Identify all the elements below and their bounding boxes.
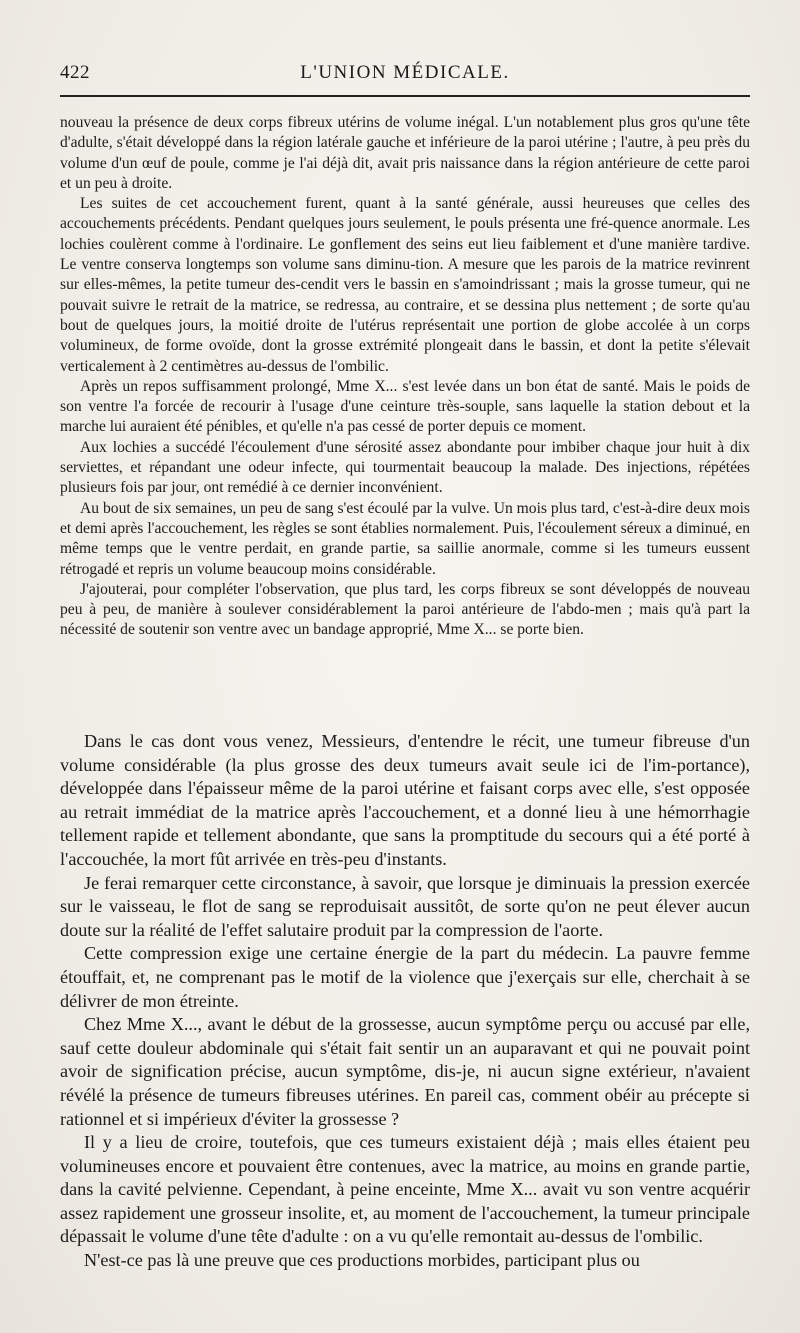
observation-paragraph: J'ajouterai, pour compléter l'observation, que plus tard, les corps fibreux se sont développés de nouveau peu à peu, de manière à soulever considérablement la paroi antérieure de l'abdo-men ; mais qu'à part la nécessité de soutenir son ventre avec un bandage approprié, Mme X... se porte bien. bbox=[60, 580, 750, 639]
commentary-text bbox=[60, 730, 750, 1273]
running-title: L'UNION MÉDICALE. bbox=[300, 62, 510, 83]
commentary-paragraph: Chez Mme X..., avant le début de la grossesse, aucun symptôme perçu ou accusé par elle, sauf cette douleur abdominale qui s'était fait sentir un an auparavant et qui ne pouvait point avoir de signification précise, aucun symptôme, dis-je, ni aucun signe extérieur, n'avaient révélé la présence de tumeurs fibreuses utérines. En pareil cas, comment obéir au précepte si rationnel et si impérieux d'éviter la grossesse ? bbox=[60, 1014, 750, 1129]
header-rule bbox=[60, 95, 750, 97]
commentary-paragraph: Dans le cas dont vous venez, Messieurs, d'entendre le récit, une tumeur fibreuse d'un volume considérable (la plus grosse des deux tumeurs avait seule ici de l'im-portance), développée dans l'épaisseur même de la paroi utérine et faisant corps avec elle, s'est opposée au retrait immédiat de la matrice après l'accouchement, et a donné lieu à une hémorrhagie tellement rapide et tellement abondante, que sans la promptitude du secours qui a été porté à l'accouchée, la mort fût arrivée en très-peu d'instants. bbox=[60, 731, 750, 869]
observation-paragraph: Après un repos suffisamment prolongé, Mme X... s'est levée dans un bon état de santé. Mais le poids de son ventre l'a forcée de recourir à l'usage d'une ceinture très-souple, sans laquelle la station debout et la marche lui auraient été pénibles, et qu'elle n'a pas cessé de porter depuis ce moment. bbox=[60, 377, 750, 436]
observation-paragraph: Les suites de cet accouchement furent, quant à la santé générale, aussi heureuses que celles des accouchements précédents. Pendant quelques jours seulement, le pouls présenta une fré-quence anormale. Les lochies coulèrent comme à l'ordinaire. Le gonflement des seins eut lieu faiblement et d'une manière tardive. Le ventre conserva longtemps son volume sans diminu-tion. A mesure que les parois de la matrice revinrent sur elles-mêmes, la petite tumeur des-cendit vers le bassin en s'amoindrissant ; mais la grosse tumeur, qui ne pouvait suivre le retrait de la matrice, se redressa, au contraire, et se dessina plus nettement ; de sorte qu'au bout de quelques jours, la moitié droite de l'utérus représentait une portion de globe accolée à un corps volumineux, de forme ovoïde, dont la grosse extrémité plongeait dans le bassin, et dont la petite s'élevait verticalement à 2 centimètres au-dessus de l'ombilic. bbox=[60, 195, 750, 375]
observation-paragraph: nouveau la présence de deux corps fibreux utérins de volume inégal. L'un notablement plus gros qu'une tête d'adulte, s'était développé dans la région latérale gauche et inférieure de la paroi utérine ; l'autre, à peu près du volume d'un œuf de poule, comme je l'ai déjà dit, avait pris naissance dans la région antérieure de cette paroi et un peu à droite. bbox=[60, 114, 750, 192]
page-number: 422 bbox=[60, 62, 90, 83]
commentary-paragraph: Cette compression exige une certaine énergie de la part du médecin. La pauvre femme étouffait, et, ne comprenant pas le motif de la violence que j'exerçais sur elle, cherchait à se délivrer de mon étreinte. bbox=[60, 943, 750, 1011]
observation-text bbox=[60, 113, 750, 641]
commentary-paragraph: Je ferai remarquer cette circonstance, à savoir, que lorsque je diminuais la pression exercée sur le vaisseau, le flot de sang se reproduisait aussitôt, de sorte qu'on ne peut élever aucun doute sur la réalité de l'effet salutaire produit par la compression de l'aorte. bbox=[60, 872, 750, 940]
commentary-paragraph: Il y a lieu de croire, toutefois, que ces tumeurs existaient déjà ; mais elles étaient peu volumineuses encore et pouvaient être contenues, avec la matrice, au moins en grande partie, dans la cavité pelvienne. Cependant, à peine enceinte, Mme X... avait vu son ventre acquérir assez rapidement une grosseur insolite, et, au moment de l'accouchement, la tumeur principale dépassait le volume d'une tête d'adulte : on a vu qu'elle remontait au-dessus de l'ombilic. bbox=[60, 1132, 750, 1247]
observation-paragraph: Aux lochies a succédé l'écoulement d'une sérosité assez abondante pour imbiber chaque jour huit à dix serviettes, et répandant une odeur infecte, qui tourmentait beaucoup la malade. Des injections, répétées plusieurs fois par jour, ont remédié à ce dernier inconvénient. bbox=[60, 438, 750, 497]
observation-paragraph: Au bout de six semaines, un peu de sang s'est écoulé par la vulve. Un mois plus tard, c'est-à-dire deux mois et demi après l'accouchement, les règles se sont établies normalement. Puis, l'écoulement séreux a diminué, en même temps que le ventre perdait, en grande partie, sa saillie anormale, comme si les tumeurs eussent rétrogadé et repris un volume beaucoup moins considérable. bbox=[60, 499, 750, 578]
page-header bbox=[60, 62, 750, 92]
commentary-paragraph: N'est-ce pas là une preuve que ces productions morbides, participant plus ou bbox=[84, 1250, 640, 1271]
